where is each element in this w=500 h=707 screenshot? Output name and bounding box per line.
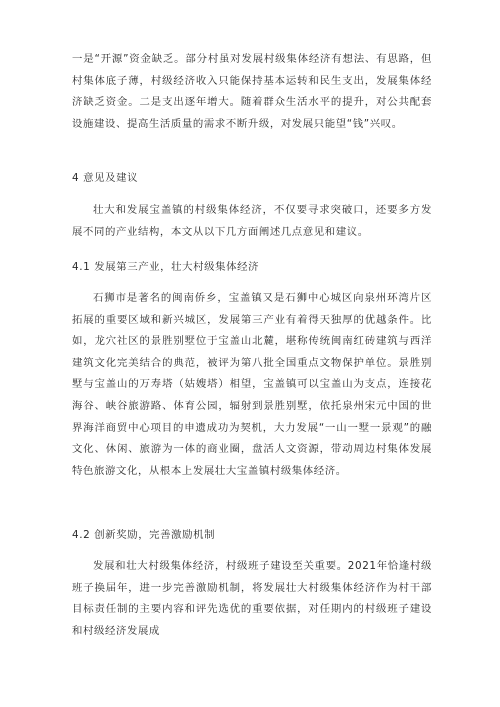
paragraph-incentive-mechanism: 发展和壮大村级集体经济，村级班子建设至关重要。2021年恰逢村级班子换届年，进一步完善激励机制，将发展壮大村级集体经济作为村干部目标责任制的主要内容和评先选优的重要依据，对任期内的村级班子建设和村级经济发展成: [72, 560, 432, 637]
section-heading-4-2: 4.2 创新奖励，完善激励机制: [72, 529, 216, 541]
section-heading-4: 4 意见及建议: [72, 172, 139, 184]
paragraph-suggestions-intro: 壮大和发展宝盖镇的村级集体经济，不仅要寻求突破口，还要多方发展不同的产业结构，本文从以下几方面阐述几点意见和建议。: [72, 204, 432, 238]
paragraph-funding-shortage: 一是“开源”资金缺乏。部分村虽对发展村级集体经济有想法、有思路，但村集体底子薄，村级经济收入只能保持基本运转和民生支出，发展集体经济缺乏资金。二是支出逐年增大。随着群众生活水平的提升，对公共配套设施建设、提高生活质量的需求不断升级，对发展只能望“钱”兴叹。: [72, 53, 432, 130]
paragraph-tertiary-industry: 石狮市是著名的闽南侨乡，宝盖镇又是石狮中心城区向泉州环湾片区拓展的重要区域和新兴城区，发展第三产业有着得天独厚的优越条件。比如，龙穴社区的景胜别墅位于宝盖山北麓，堪称传统闽南红砖建筑与西洋建筑文化完美结合的典范，被评为第八批全国重点文物保护单位。景胜别墅与宝盖山的万寿塔（姑嫂塔）相望，宝盖镇可以宝盖山为支点，连接花海谷、峡谷旅游路、体育公园，辐射到景胜别墅，依托泉州宋元中国的世界海洋商贸中心项目的申遗成功为契机，大力发展“一山一墅一景观”的融文化、休闲、旅游为一体的商业圈，盘活人文资源，带动周边村集体发展特色旅游文化，从根本上发展壮大宝盖镇村级集体经济。: [72, 292, 432, 477]
section-heading-4-1: 4.1 发展第三产业，壮大村级集体经济: [72, 261, 260, 273]
